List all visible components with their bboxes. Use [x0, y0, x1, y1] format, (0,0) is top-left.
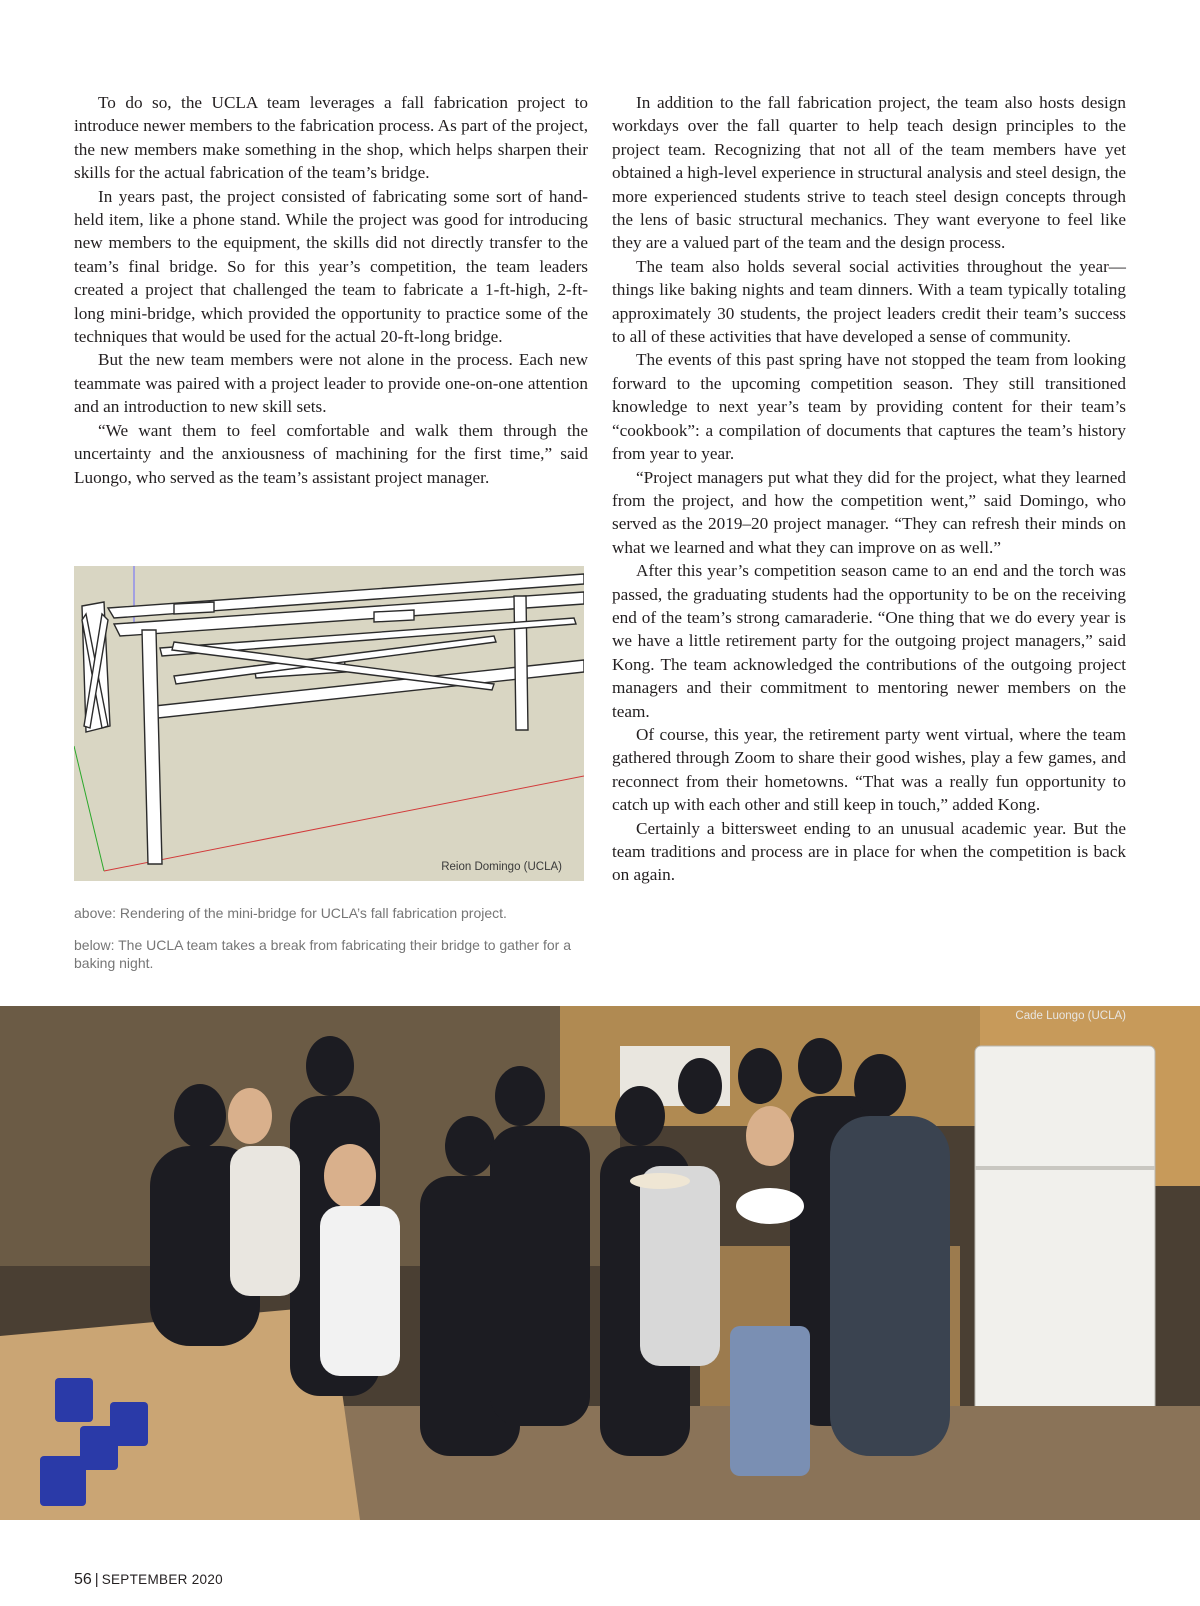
team-photo-illustration — [0, 1006, 1200, 1520]
person-head — [306, 1036, 354, 1096]
cup — [55, 1378, 93, 1422]
bridge-block — [174, 602, 214, 614]
paragraph: After this year’s competition season came to an end and the torch was passed, the graduating students had the opportunity to be on the receiving end of the team’s strong camaraderie. “One thing that we do every year is we have a little retirement party for the outgoing project managers,” said Kong. The team acknowledged the contributions of the outgoing project managers and their commitment to mentoring newer members on the team. — [612, 561, 1126, 721]
issue-date: SEPTEMBER 2020 — [101, 1572, 223, 1587]
fridge-divider — [975, 1166, 1155, 1170]
team-photo — [0, 1006, 1200, 1520]
person-body — [490, 1126, 590, 1426]
person-head — [445, 1116, 495, 1176]
paragraph: Of course, this year, the retirement party went virtual, where the team gathered through Zoom to share their good wishes, play a few games, and reconnect from their hometowns. “That was a really fun opportunity to catch up with each other and still keep in touch,” added Kong. — [612, 724, 1126, 815]
striped-sweater — [640, 1166, 720, 1366]
person-head — [854, 1054, 906, 1118]
article-column-right — [612, 91, 1126, 887]
caption-above: above: Rendering of the mini-bridge for UCLA’s fall fabrication project. — [74, 905, 507, 921]
paragraph: Certainly a bittersweet ending to an unusual academic year. But the team traditions and process are in place for when the competition is back on again. — [612, 818, 1126, 885]
paragraph: But the new team members were not alone in the process. Each new teammate was paired with a project leader to provide one-on-one attention and an introduction to new skill sets. — [74, 350, 588, 417]
axis-line-green — [74, 746, 104, 871]
plate — [630, 1173, 690, 1189]
jeans — [730, 1326, 810, 1476]
paragraph: In years past, the project consisted of fabricating some sort of hand-held item, like a phone stand. While the project was good for introducing new members to the equipment, the skills did not directly transfer to the team’s final bridge. So for this year’s competition, the team leaders created a project that challenged the team to fabricate a 1-ft-high, 2-ft-long mini-bridge, which provided the opportunity to practice some of the techniques that would be used for the actual 20-ft-long bridge. — [74, 186, 588, 347]
person-face — [324, 1144, 376, 1208]
white-shirt — [320, 1206, 400, 1376]
person-head — [174, 1084, 226, 1148]
article-column-left — [74, 91, 588, 489]
bridge-left-post — [142, 630, 162, 864]
bridge-block — [374, 610, 414, 622]
white-shirt — [230, 1146, 300, 1296]
page-footer — [74, 1571, 223, 1589]
bridge-drawing — [74, 566, 584, 881]
person-head — [738, 1048, 782, 1104]
photo-credit: Cade Luongo (UCLA) — [1015, 1010, 1126, 1022]
page-number: 56 — [74, 1571, 92, 1588]
person-head — [495, 1066, 545, 1126]
axis-line-red — [104, 776, 584, 871]
paragraph: In addition to the fall fabrication project, the team also hosts design workdays over the fall quarter to help teach design principles to the project team. Recognizing that not all of the team members have yet obtained a high-level experience in structural analysis and steel design, the more experienced students strive to teach steel design concepts through the lens of basic structural mechanics. They want everyone to feel like they are a valued part of the team and the design process. — [612, 93, 1127, 253]
paragraph: “Project managers put what they did for the project, what they learned from the project, and how the competition went,” said Domingo, who served as the 2019–20 project manager. “They can refresh their minds on what we learned and what they can improve on as well.” — [612, 467, 1126, 557]
bridge-right-post — [514, 596, 528, 730]
paragraph: To do so, the UCLA team leverages a fall fabrication project to introduce newer members to the fabrication process. As part of the project, the new members make something in the shop, which helps sharpen their skills for the actual fabrication of the team’s bridge. — [74, 93, 589, 183]
person-head — [615, 1086, 665, 1146]
paragraph: The team also holds several social activities throughout the year—things like baking nights and team dinners. With a team typically totaling approximately 30 students, the project leaders credit their team’s success to all of these activities that have developed a sense of community. — [612, 256, 1126, 347]
person-head — [798, 1038, 842, 1094]
paragraph: The events of this past spring have not stopped the team from looking forward to the upcoming competition season. They still transitioned knowledge to next year’s team by providing content for their team’s “cookbook”: a compilation of documents that captures the team’s history from year to year. — [612, 350, 1126, 464]
person-face — [746, 1106, 794, 1166]
figure-credit: Reion Domingo (UCLA) — [441, 861, 562, 873]
paragraph: “We want them to feel comfortable and walk them through the uncertainty and the anxiousness of machining for the first time,” said Luongo, who served as the team’s assistant project manager. — [74, 420, 588, 487]
cup — [40, 1456, 86, 1506]
mini-bridge-rendering — [74, 566, 584, 881]
person-body — [830, 1116, 950, 1456]
person-head — [678, 1058, 722, 1114]
person-face — [228, 1088, 272, 1144]
footer-separator: | — [94, 1571, 99, 1588]
mixing-bowl — [736, 1188, 804, 1224]
caption-below: below: The UCLA team takes a break from fabricating their bridge to gather for a baking night. — [74, 937, 571, 971]
